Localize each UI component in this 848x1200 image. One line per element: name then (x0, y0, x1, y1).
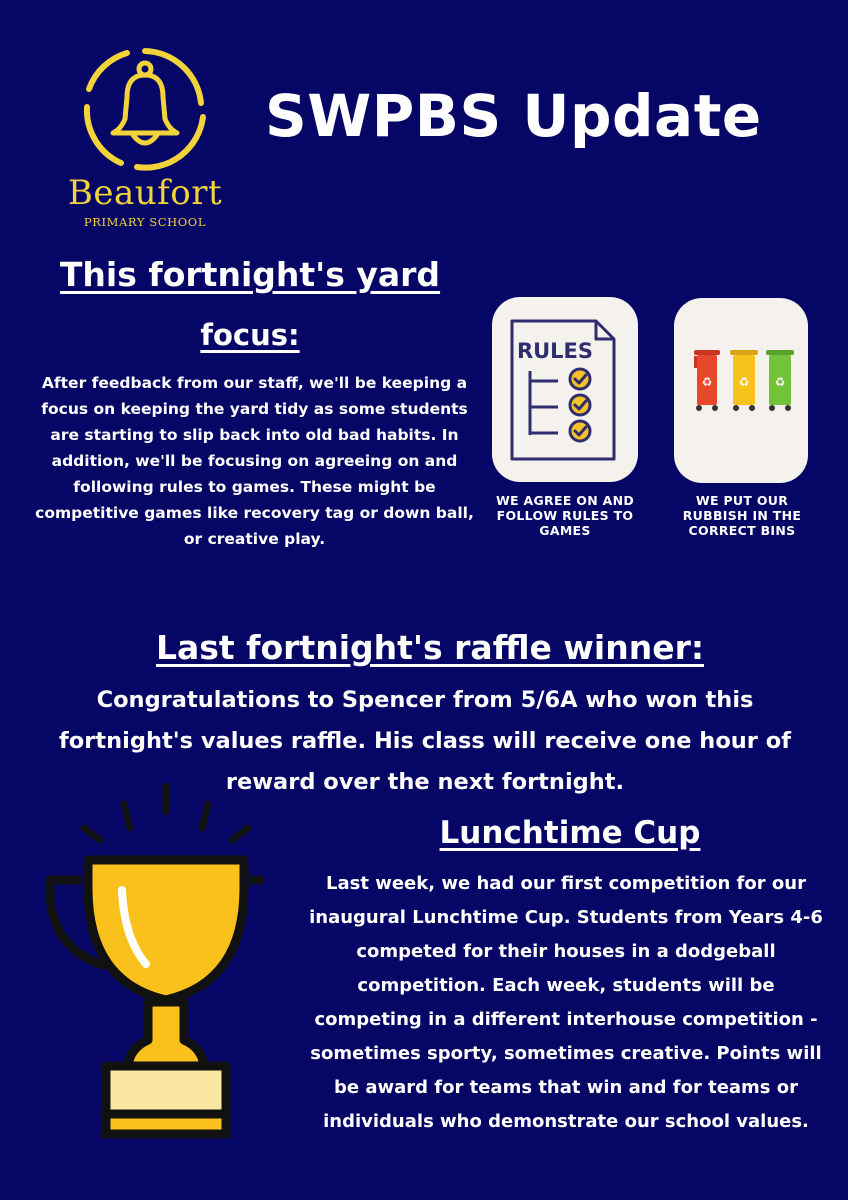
bins-caption: WE PUT OUR RUBBISH IN THE CORRECT BINS (682, 493, 802, 538)
raffle-body: Congratulations to Spencer from 5/6A who won this fortnight's values raffle. His class will receive one hour of reward over the next fortnight. (59, 687, 791, 795)
svg-text:♻: ♻ (701, 375, 713, 389)
rules-caption: WE AGREE ON AND FOLLOW RULES TO GAMES (495, 493, 635, 538)
yard-focus-body: After feedback from our staff, we'll be keeping a focus on keeping the yard tidy as some students are starting to slip back into old bad habits. In addition, we'll be focusing on agreeing on and following rules to games. These might be competitive games like recovery tag or down ball, or creative play. (35, 374, 474, 548)
school-logo (55, 45, 235, 235)
rules-checklist-icon (492, 297, 638, 482)
bins-card (674, 298, 808, 483)
school-subtitle: PRIMARY SCHOOL (83, 215, 207, 229)
bell-logo-icon (77, 45, 213, 173)
rules-sign-text: RULES (516, 339, 594, 363)
lunchtime-cup-heading: Lunchtime Cup (439, 815, 701, 851)
trophy-icon (42, 778, 264, 1148)
rules-card (492, 297, 638, 482)
lunchtime-cup-body: Last week, we had our first competition for our inaugural Lunchtime Cup. Students from Years 4-6 competed for their houses in a dodgeball competition. Each week, students will be competing in a different interhouse competition - sometimes sporty, sometimes creative. Points will be award for teams that win and for teams or individuals who demonstrate our school values. (309, 873, 823, 1132)
svg-text:♻: ♻ (774, 375, 786, 389)
raffle-heading: Last fortnight's raffle winner: (155, 628, 705, 667)
page-title: SWPBS Update (265, 82, 762, 150)
svg-text:♻: ♻ (738, 375, 750, 389)
school-name: Beaufort (67, 173, 223, 213)
recycling-bins-icon (674, 298, 808, 483)
yard-focus-heading-continued: focus: (200, 318, 300, 352)
yard-focus-heading: This fortnight's yard (59, 255, 441, 294)
